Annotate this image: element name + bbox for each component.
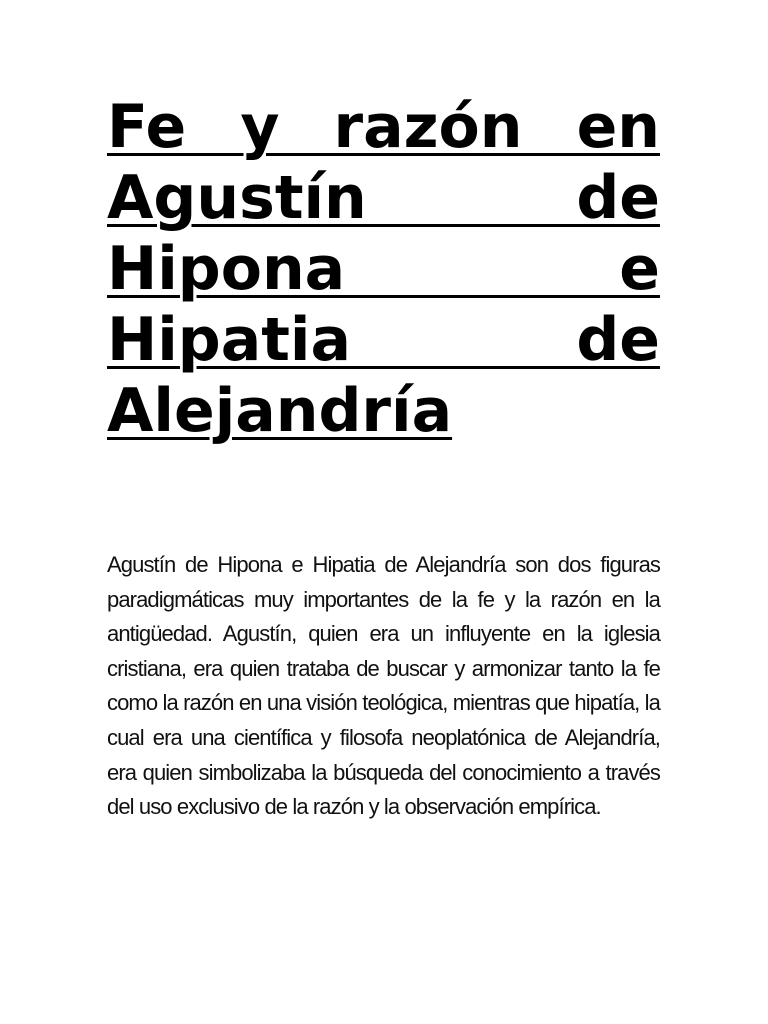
document-title: Fe y razón en Agustín de Hipona e Hipatia de Alejandría bbox=[107, 92, 660, 446]
document-paragraph: Agustín de Hipona e Hipatia de Alejandría son dos figuras paradigmáticas muy importantes de la fe y la razón en la antigüedad. Agustín, quien era un influyente en la iglesia cristiana, era quien trataba de buscar y armonizar tanto la fe como la razón en una visión teológica, mientras que hipatía, la cual era una científica y filosofa neoplatónica de Alejandría, era quien simbolizaba la búsqueda del conocimiento a través del uso exclusivo de la razón y la observación empírica. bbox=[107, 552, 660, 820]
